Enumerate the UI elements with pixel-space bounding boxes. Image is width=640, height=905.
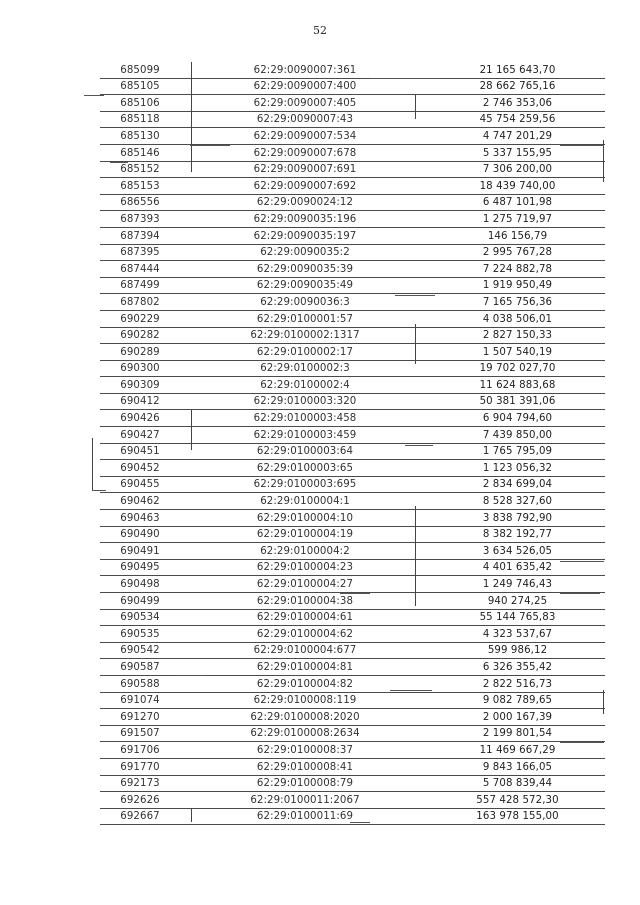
parcel-number-cell: 691706 <box>120 744 160 756</box>
cadastral-value-cell: 11 469 667,29 <box>479 744 556 756</box>
cadastral-number-cell: 62:29:0100004:38 <box>256 595 354 607</box>
table-row <box>100 742 605 759</box>
table-row <box>100 676 605 693</box>
table-row <box>100 328 605 345</box>
cadastral-value-cell: 7 439 850,00 <box>482 429 553 441</box>
cadastral-number-cell: 62:29:0100004:82 <box>256 678 354 690</box>
cadastral-value-cell: 5 708 839,44 <box>482 778 553 790</box>
cadastral-number-cell: 62:29:0100008:41 <box>256 761 354 773</box>
cadastral-number-cell: 62:29:0100002:1317 <box>250 330 360 342</box>
cadastral-number-cell: 62:29:0100003:695 <box>253 479 357 491</box>
cadastral-number-cell: 62:29:0090024:12 <box>256 197 354 209</box>
parcel-number-cell: 690587 <box>120 661 160 673</box>
parcel-number-cell: 690490 <box>120 529 160 541</box>
parcel-number-cell: 691770 <box>120 761 160 773</box>
rule-fragment <box>370 78 440 79</box>
parcel-number-cell: 691507 <box>120 728 160 740</box>
table-row <box>100 693 605 710</box>
table-row <box>100 527 605 544</box>
cadastral-number-cell: 62:29:0090007:361 <box>253 64 357 76</box>
cadastral-number-cell: 62:29:0100004:61 <box>256 612 354 624</box>
cadastral-number-cell: 62:29:0100011:69 <box>256 811 354 823</box>
cadastral-number-cell: 62:29:0090035:2 <box>260 247 350 259</box>
table-row <box>100 211 605 228</box>
table-row <box>100 112 605 129</box>
table-row <box>100 643 605 660</box>
table-row <box>100 79 605 96</box>
cadastral-value-cell: 2 199 801,54 <box>482 728 553 740</box>
table-row <box>100 477 605 494</box>
parcel-number-cell: 687444 <box>120 263 160 275</box>
rule-fragment <box>110 162 128 163</box>
table-row <box>100 62 605 79</box>
cadastral-value-cell: 28 662 765,16 <box>479 81 556 93</box>
table-row <box>100 261 605 278</box>
cadastral-number-cell: 62:29:0100011:2067 <box>250 794 360 806</box>
parcel-number-cell: 691074 <box>120 695 160 707</box>
parcel-number-cell: 692173 <box>120 778 160 790</box>
rule-fragment <box>350 822 370 823</box>
cadastral-value-cell: 55 144 765,83 <box>479 612 556 624</box>
table-row <box>100 626 605 643</box>
parcel-number-cell: 685153 <box>120 180 160 192</box>
cadastral-number-cell: 62:29:0100002:17 <box>256 346 354 358</box>
cadastral-number-cell: 62:29:0100004:677 <box>253 645 357 657</box>
parcel-number-cell: 690499 <box>120 595 160 607</box>
table-row <box>100 493 605 510</box>
cadastral-value-cell: 8 382 192,77 <box>482 529 553 541</box>
cadastral-number-cell: 62:29:0100003:458 <box>253 413 357 425</box>
table-row <box>100 278 605 295</box>
parcel-number-cell: 685130 <box>120 130 160 142</box>
cadastral-value-cell: 146 156,79 <box>487 230 548 242</box>
cadastral-number-cell: 62:29:0090036:3 <box>260 296 350 308</box>
parcel-number-cell: 690535 <box>120 628 160 640</box>
cadastral-value-cell: 4 747 201,29 <box>482 130 553 142</box>
cadastral-value-cell: 4 323 537,67 <box>482 628 553 640</box>
rule-fragment <box>175 675 205 676</box>
table-row <box>100 792 605 809</box>
table-row <box>100 394 605 411</box>
cadastral-number-cell: 62:29:0100008:119 <box>253 695 357 707</box>
rule-fragment <box>390 690 432 691</box>
cadastral-number-cell: 62:29:0090007:692 <box>253 180 357 192</box>
parcel-number-cell: 690309 <box>120 379 160 391</box>
cadastral-value-cell: 163 978 155,00 <box>476 811 559 823</box>
cadastral-value-cell: 599 986,12 <box>487 645 548 657</box>
cadastral-value-cell: 1 765 795,09 <box>482 446 553 458</box>
table-row <box>100 228 605 245</box>
rule-fragment <box>405 445 433 446</box>
cadastral-value-cell: 2 995 767,28 <box>482 247 553 259</box>
parcel-number-cell: 690588 <box>120 678 160 690</box>
parcel-number-cell: 690463 <box>120 512 160 524</box>
cadastral-number-cell: 62:29:0100008:37 <box>256 744 354 756</box>
cadastral-value-cell: 2 822 516,73 <box>482 678 553 690</box>
cadastral-number-cell: 62:29:0100008:79 <box>256 778 354 790</box>
column-rule <box>191 410 192 450</box>
cadastral-value-cell: 7 165 756,36 <box>482 296 553 308</box>
column-rule <box>191 808 192 822</box>
table-row <box>100 195 605 212</box>
rule-fragment <box>340 593 370 594</box>
cadastral-number-cell: 62:29:0100004:81 <box>256 661 354 673</box>
rule-fragment <box>560 742 604 743</box>
cadastral-value-cell: 3 634 526,05 <box>482 545 553 557</box>
parcel-number-cell: 685105 <box>120 81 160 93</box>
cadastral-value-cell: 1 507 540,19 <box>482 346 553 358</box>
cadastral-number-cell: 62:29:0100001:57 <box>256 313 354 325</box>
table-row <box>100 560 605 577</box>
parcel-number-cell: 685106 <box>120 97 160 109</box>
table-row <box>100 759 605 776</box>
table-row <box>100 659 605 676</box>
cadastral-number-cell: 62:29:0100004:2 <box>260 545 350 557</box>
parcel-number-cell: 690426 <box>120 413 160 425</box>
cadastral-value-cell: 6 326 355,42 <box>482 661 553 673</box>
table-row <box>100 543 605 560</box>
parcel-number-cell: 687802 <box>120 296 160 308</box>
table-row <box>100 311 605 328</box>
parcel-number-cell: 690462 <box>120 496 160 508</box>
parcel-number-cell: 692667 <box>120 811 160 823</box>
cadastral-number-cell: 62:29:0100008:2634 <box>250 728 360 740</box>
cadastral-value-cell: 7 224 882,78 <box>482 263 553 275</box>
parcel-number-cell: 690451 <box>120 446 160 458</box>
parcel-number-cell: 687499 <box>120 280 160 292</box>
cadastral-number-cell: 62:29:0090007:534 <box>253 130 357 142</box>
table-row <box>100 162 605 179</box>
parcel-number-cell: 692626 <box>120 794 160 806</box>
rule-fragment <box>560 145 604 146</box>
parcel-number-cell: 685118 <box>120 114 160 126</box>
cadastral-number-cell: 62:29:0100002:4 <box>260 379 350 391</box>
cadastral-value-cell: 2 000 167,39 <box>482 711 553 723</box>
cadastral-value-cell: 11 624 883,68 <box>479 379 556 391</box>
table-row <box>100 361 605 378</box>
table-row <box>100 576 605 593</box>
cadastral-number-cell: 62:29:0090007:43 <box>256 114 354 126</box>
parcel-number-cell: 690412 <box>120 396 160 408</box>
cadastral-number-cell: 62:29:0100008:2020 <box>250 711 360 723</box>
table-row <box>100 610 605 627</box>
table-row <box>100 95 605 112</box>
cadastral-number-cell: 62:29:0100003:320 <box>253 396 357 408</box>
rule-fragment <box>560 78 600 79</box>
rule-fragment <box>190 145 230 146</box>
parcel-number-cell: 690542 <box>120 645 160 657</box>
parcel-number-cell: 687393 <box>120 213 160 225</box>
parcel-number-cell: 686556 <box>120 197 160 209</box>
cadastral-value-cell: 1 919 950,49 <box>482 280 553 292</box>
parcel-number-cell: 690229 <box>120 313 160 325</box>
cadastral-value-cell: 50 381 391,06 <box>479 396 556 408</box>
cadastral-value-cell: 557 428 572,30 <box>476 794 559 806</box>
cadastral-value-cell: 2 827 150,33 <box>482 330 553 342</box>
cadastral-value-cell: 19 702 027,70 <box>479 363 556 375</box>
cadastral-value-table <box>100 62 605 825</box>
cadastral-number-cell: 62:29:0090007:405 <box>253 97 357 109</box>
cadastral-value-cell: 2 746 353,06 <box>482 97 553 109</box>
cadastral-value-cell: 6 904 794,60 <box>482 413 553 425</box>
parcel-number-cell: 687395 <box>120 247 160 259</box>
cadastral-number-cell: 62:29:0100003:459 <box>253 429 357 441</box>
rule-fragment <box>560 593 600 594</box>
column-rule <box>191 62 192 172</box>
parcel-number-cell: 685099 <box>120 64 160 76</box>
table-row <box>100 726 605 743</box>
column-rule <box>603 690 604 714</box>
table-row <box>100 510 605 527</box>
rule-fragment <box>395 295 435 296</box>
column-rule <box>603 140 604 182</box>
table-row <box>100 245 605 262</box>
cadastral-number-cell: 62:29:0090035:196 <box>253 213 357 225</box>
table-row <box>100 776 605 793</box>
cadastral-value-cell: 940 274,25 <box>487 595 548 607</box>
parcel-number-cell: 690452 <box>120 462 160 474</box>
parcel-number-cell: 691270 <box>120 711 160 723</box>
parcel-number-cell: 690282 <box>120 330 160 342</box>
cadastral-number-cell: 62:29:0100004:1 <box>260 496 350 508</box>
table-row <box>100 410 605 427</box>
table-row <box>100 145 605 162</box>
column-rule <box>415 324 416 364</box>
cadastral-value-cell: 3 838 792,90 <box>482 512 553 524</box>
parcel-number-cell: 690491 <box>120 545 160 557</box>
cadastral-number-cell: 62:29:0090035:197 <box>253 230 357 242</box>
parcel-number-cell: 690534 <box>120 612 160 624</box>
cadastral-value-cell: 8 528 327,60 <box>482 496 553 508</box>
rule-fragment <box>560 561 604 562</box>
cadastral-number-cell: 62:29:0100004:62 <box>256 628 354 640</box>
table-row <box>100 344 605 361</box>
cadastral-number-cell: 62:29:0100004:23 <box>256 562 354 574</box>
cadastral-number-cell: 62:29:0100002:3 <box>260 363 350 375</box>
cadastral-value-cell: 1 123 056,32 <box>482 462 553 474</box>
table-row <box>100 294 605 311</box>
cadastral-value-cell: 2 834 699,04 <box>482 479 553 491</box>
page-number: 52 <box>313 24 327 37</box>
cadastral-value-cell: 9 843 166,05 <box>482 761 553 773</box>
cadastral-number-cell: 62:29:0090007:691 <box>253 164 357 176</box>
cadastral-number-cell: 62:29:0090035:39 <box>256 263 354 275</box>
cadastral-value-cell: 4 038 506,01 <box>482 313 553 325</box>
cadastral-value-cell: 45 754 259,56 <box>479 114 556 126</box>
cadastral-number-cell: 62:29:0100004:19 <box>256 529 354 541</box>
table-row <box>100 178 605 195</box>
column-rule <box>415 95 416 119</box>
cadastral-value-cell: 1 275 719,97 <box>482 213 553 225</box>
table-row <box>100 460 605 477</box>
table-row <box>100 128 605 145</box>
cadastral-value-cell: 5 337 155,95 <box>482 147 553 159</box>
cadastral-value-cell: 9 082 789,65 <box>482 695 553 707</box>
parcel-number-cell: 687394 <box>120 230 160 242</box>
cadastral-value-cell: 6 487 101,98 <box>482 197 553 209</box>
cadastral-value-cell: 1 249 746,43 <box>482 579 553 590</box>
table-row <box>100 593 605 610</box>
table-row <box>100 427 605 444</box>
parcel-number-cell: 690498 <box>120 579 160 590</box>
cadastral-number-cell: 62:29:0090035:49 <box>256 280 354 292</box>
table-row <box>100 377 605 394</box>
cadastral-number-cell: 62:29:0100003:65 <box>256 462 354 474</box>
parcel-number-cell: 690427 <box>120 429 160 441</box>
rule-fragment <box>84 95 104 96</box>
cadastral-value-cell: 7 306 200,00 <box>482 164 553 176</box>
cadastral-number-cell: 62:29:0100004:27 <box>256 579 354 590</box>
cadastral-number-cell: 62:29:0100004:10 <box>256 512 354 524</box>
cadastral-value-cell: 4 401 635,42 <box>482 562 553 574</box>
column-rule <box>415 506 416 606</box>
parcel-number-cell: 690495 <box>120 562 160 574</box>
rule-fragment <box>92 490 106 491</box>
cadastral-number-cell: 62:29:0090007:400 <box>253 81 357 93</box>
parcel-number-cell: 690300 <box>120 363 160 375</box>
table-row <box>100 444 605 461</box>
cadastral-value-cell: 18 439 740,00 <box>479 180 556 192</box>
cadastral-number-cell: 62:29:0100003:64 <box>256 446 354 458</box>
cadastral-number-cell: 62:29:0090007:678 <box>253 147 357 159</box>
table-row <box>100 709 605 726</box>
cadastral-value-cell: 21 165 643,70 <box>479 64 556 76</box>
parcel-number-cell: 690455 <box>120 479 160 491</box>
parcel-number-cell: 685152 <box>120 164 160 176</box>
parcel-number-cell: 690289 <box>120 346 160 358</box>
parcel-number-cell: 685146 <box>120 147 160 159</box>
column-rule <box>92 438 93 490</box>
